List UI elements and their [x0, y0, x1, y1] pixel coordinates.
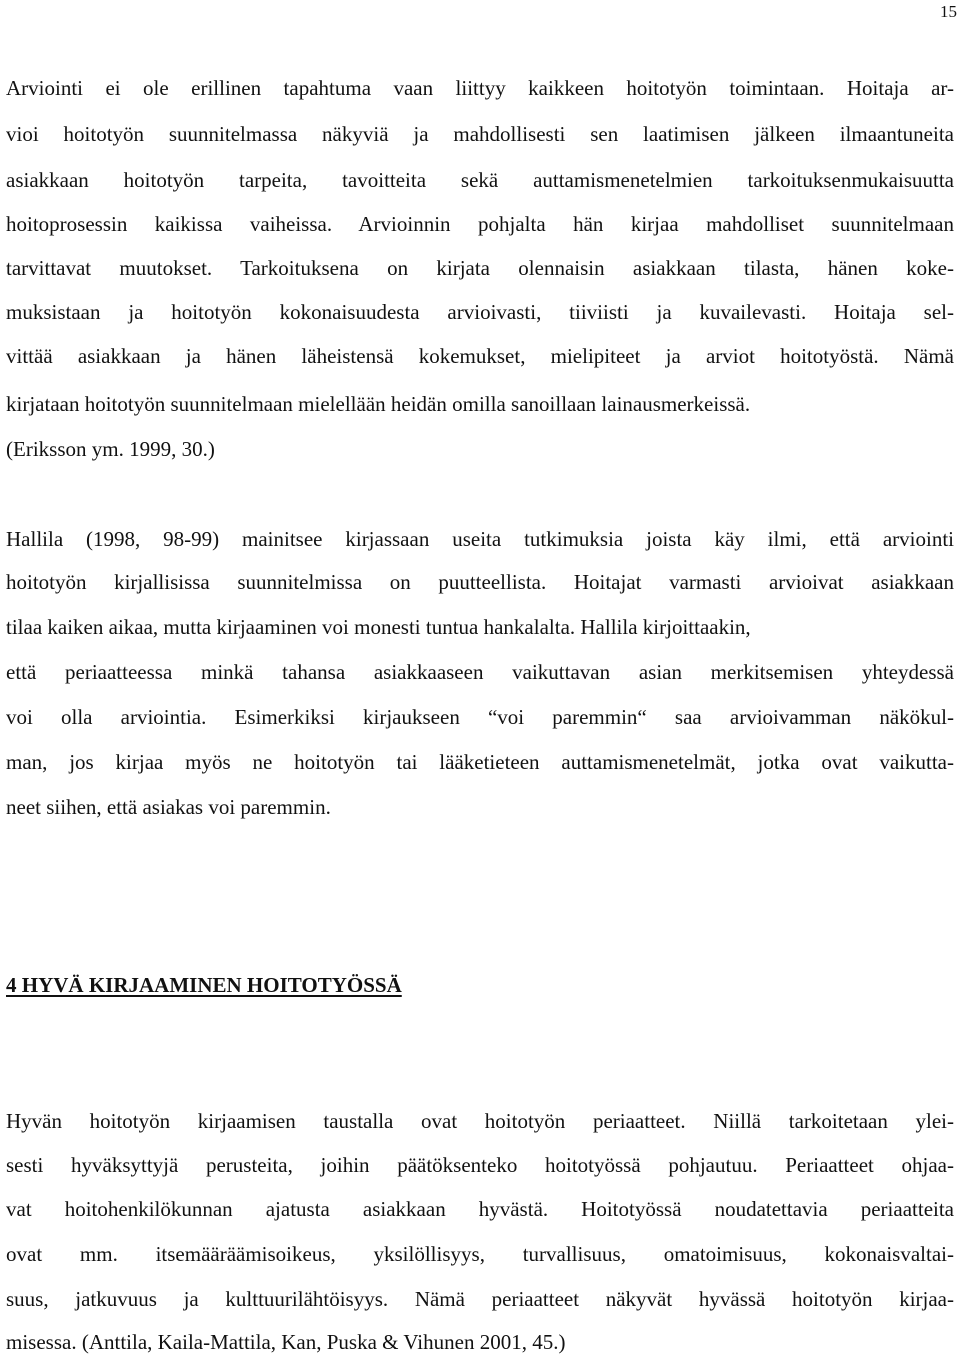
- text-line: neet siihen, että asiakas voi paremmin.: [6, 795, 331, 819]
- text-line: man, jos kirjaa myös ne hoitotyön tai lääketieteen auttamismenetelmät, jotka ovat vaikutta-: [6, 750, 954, 774]
- text-line: tilaa kaiken aikaa, mutta kirjaaminen voi monesti tuntua hankalalta. Hallila kirjoittaakin,: [6, 615, 751, 639]
- text-line: muksistaan ja hoitotyön kokonaisuudesta arvioivasti, tiiviisti ja kuvailevasti. Hoitaja sel-: [6, 300, 954, 324]
- text-line: hoitoprosessin kaikissa vaiheissa. Arvioinnin pohjalta hän kirjaa mahdolliset suunnitelmaan: [6, 212, 954, 236]
- text-line: hoitotyön kirjallisissa suunnitelmissa on puutteellista. Hoitajat varmasti arvioivat asiakkaan: [6, 570, 954, 594]
- text-line: vittää asiakkaan ja hänen läheistensä kokemukset, mielipiteet ja arviot hoitotyöstä. Nämä: [6, 344, 954, 368]
- text-line: asiakkaan hoitotyön tarpeita, tavoitteita sekä auttamismenetelmien tarkoituksenmukaisuutta: [6, 168, 954, 192]
- text-line: vioi hoitotyön suunnitelmassa näkyviä ja mahdollisesti sen laatimisen jälkeen ilmaantuneita: [6, 122, 954, 146]
- text-line: vat hoitohenkilökunnan ajatusta asiakkaan hyvästä. Hoitotyössä noudatettavia periaatteita: [6, 1197, 954, 1221]
- text-line: ovat mm. itsemääräämisoikeus, yksilöllisyys, turvallisuus, omatoimisuus, kokonaisvaltai-: [6, 1242, 954, 1266]
- text-line: Arviointi ei ole erillinen tapahtuma vaan liittyy kaikkeen hoitotyön toimintaan. Hoitaja ar-: [6, 76, 954, 100]
- section-heading: 4 HYVÄ KIRJAAMINEN HOITOTYÖSSÄ: [6, 973, 402, 997]
- text-line: tarvittavat muutokset. Tarkoituksena on kirjata olennaisin asiakkaan tilasta, hänen koke-: [6, 256, 954, 280]
- page-number: 15: [940, 2, 957, 21]
- text-line: Hallila (1998, 98-99) mainitsee kirjassaan useita tutkimuksia joista käy ilmi, että arviointi: [6, 527, 954, 551]
- text-line: suus, jatkuvuus ja kulttuurilähtöisyys. Nämä periaatteet näkyvät hyvässä hoitotyön kirjaa-: [6, 1287, 954, 1311]
- text-line: sesti hyväksyttyjä perusteita, joihin päätöksenteko hoitotyössä pohjautuu. Periaatteet ohjaa-: [6, 1153, 954, 1177]
- text-line: Hyvän hoitotyön kirjaamisen taustalla ovat hoitotyön periaatteet. Niillä tarkoitetaan ylei-: [6, 1109, 954, 1133]
- text-line: (Eriksson ym. 1999, 30.): [6, 437, 215, 461]
- text-line: voi olla arviointia. Esimerkiksi kirjaukseen “voi paremmin“ saa arvioivamman näkökul-: [6, 705, 954, 729]
- text-line: misessa. (Anttila, Kaila-Mattila, Kan, Puska & Vihunen 2001, 45.): [6, 1330, 566, 1354]
- text-line: että periaatteessa minkä tahansa asiakkaaseen vaikuttavan asian merkitsemisen yhteydessä: [6, 660, 954, 684]
- text-line: kirjataan hoitotyön suunnitelmaan mielellään heidän omilla sanoillaan lainausmerkeissä.: [6, 392, 751, 416]
